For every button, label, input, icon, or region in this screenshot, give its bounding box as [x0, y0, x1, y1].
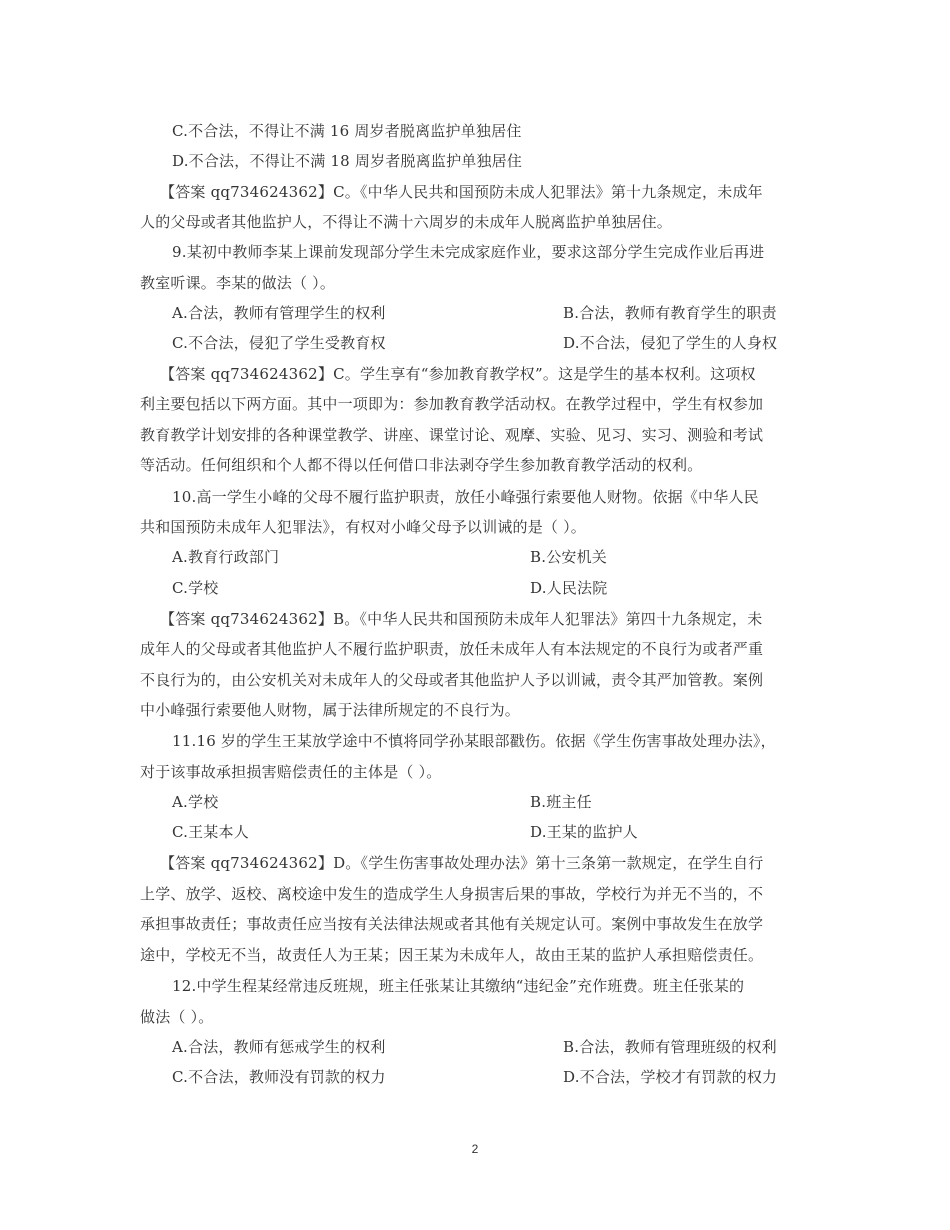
q9-option-c: C.不合法，侵犯了学生受教育权: [172, 334, 386, 352]
q10-question-line-1: 10.高一学生小峰的父母不履行监护职责，放任小峰强行索要他人财物。依据《中华人民: [172, 488, 759, 506]
page-number: 2: [471, 1142, 479, 1156]
q10-option-a: A.教育行政部门: [172, 548, 280, 566]
q12-option-a: A.合法，教师有惩戒学生的权利: [172, 1038, 386, 1056]
q11-answer-line-1: 【答案 qq734624362】D。《学生伤害事故处理办法》第十三条第一款规定，在学生自行: [160, 854, 764, 872]
q10-answer-line-3: 不良行为的，由公安机关对未成年人的父母或者其他监护人予以训诫，责令其严加管教。案例: [140, 671, 764, 689]
q11-answer-line-3: 承担事故责任；事故责任应当按有关法律法规或者其他有关规定认可。案例中事故发生在放学: [140, 915, 764, 933]
q12-option-c: C.不合法，教师没有罚款的权力: [172, 1068, 386, 1086]
q11-answer-line-2: 上学、放学、返校、离校途中发生的造成学生人身损害后果的事故，学校行为并无不当的，不: [140, 885, 764, 903]
q12-question-line-1: 12.中学生程某经常违反班规，班主任张某让其缴纳“违纪金”充作班费。班主任张某的: [172, 977, 745, 995]
q11-question-line-1: 11.16 岁的学生王某放学途中不慎将同学孙某眼部戳伤。依据《学生伤害事故处理办法》，: [172, 732, 776, 750]
q10-answer-line-1: 【答案 qq734624362】B。《中华人民共和国预防未成年人犯罪法》第四十九条规定，未: [160, 610, 763, 628]
q11-option-d: D.王某的监护人: [530, 823, 638, 841]
q11-option-c: C.王某本人: [172, 823, 249, 841]
q9-answer-line-2: 利主要包括以下两方面。其中一项即为：参加教育教学活动权。在教学过程中，学生有权参加: [140, 395, 764, 413]
q10-answer-line-4: 中小峰强行索要他人财物，属于法律所规定的不良行为。: [140, 701, 521, 719]
q10-option-b: B.公安机关: [530, 548, 607, 566]
q11-question-line-2: 对于该事故承担损害赔偿责任的主体是（ ）。: [140, 763, 442, 781]
q8-option-d: D.不合法，不得让不满 18 周岁者脱离监护单独居住: [172, 152, 523, 170]
q8-answer-line-2: 人的父母或者其他监护人，不得让不满十六周岁的未成年人脱离监护单独居住。: [140, 213, 673, 231]
q10-option-c: C.学校: [172, 579, 219, 597]
q9-question-line-2: 教室听课。李某的做法（ ）。: [140, 274, 336, 292]
q11-answer-line-4: 途中，学校无不当，故责任人为王某；因王某为未成年人，故由王某的监护人承担赔偿责任。: [140, 946, 764, 964]
q10-question-line-2: 共和国预防未成年人犯罪法》，有权对小峰父母予以训诫的是（ ）。: [140, 518, 586, 536]
q9-answer-line-4: 等活动。任何组织和个人都不得以任何借口非法剥夺学生参加教育教学活动的权利。: [140, 456, 703, 474]
q12-option-b: B.合法，教师有管理班级的权利: [563, 1038, 777, 1056]
q11-option-b: B.班主任: [530, 793, 592, 811]
q9-answer-line-3: 教育教学计划安排的各种课堂教学、讲座、课堂讨论、观摩、实验、见习、实习、测验和考试: [140, 426, 764, 444]
q10-answer-line-2: 成年人的父母或者其他监护人不履行监护职责，放任未成年人有本法规定的不良行为或者严重: [140, 640, 764, 658]
q8-option-c: C.不合法，不得让不满 16 周岁者脱离监护单独居住: [172, 122, 522, 140]
q9-question-line-1: 9.某初中教师李某上课前发现部分学生未完成家庭作业，要求这部分学生完成作业后再进: [172, 243, 765, 261]
q12-option-d: D.不合法，学校才有罚款的权力: [563, 1068, 778, 1086]
q8-answer-line-1: 【答案 qq734624362】C。《中华人民共和国预防未成人犯罪法》第十九条规定，未成年: [160, 183, 763, 201]
q9-option-b: B.合法，教师有教育学生的职责: [563, 304, 777, 322]
q9-option-d: D.不合法，侵犯了学生的人身权: [563, 334, 778, 352]
q11-option-a: A.学校: [172, 793, 219, 811]
q10-option-d: D.人民法院: [530, 579, 608, 597]
q12-question-line-2: 做法（ ）。: [140, 1008, 214, 1026]
q9-option-a: A.合法，教师有管理学生的权利: [172, 304, 386, 322]
q9-answer-line-1: 【答案 qq734624362】C。学生享有“参加教育教学权”。这是学生的基本权利。这项权: [160, 365, 756, 383]
